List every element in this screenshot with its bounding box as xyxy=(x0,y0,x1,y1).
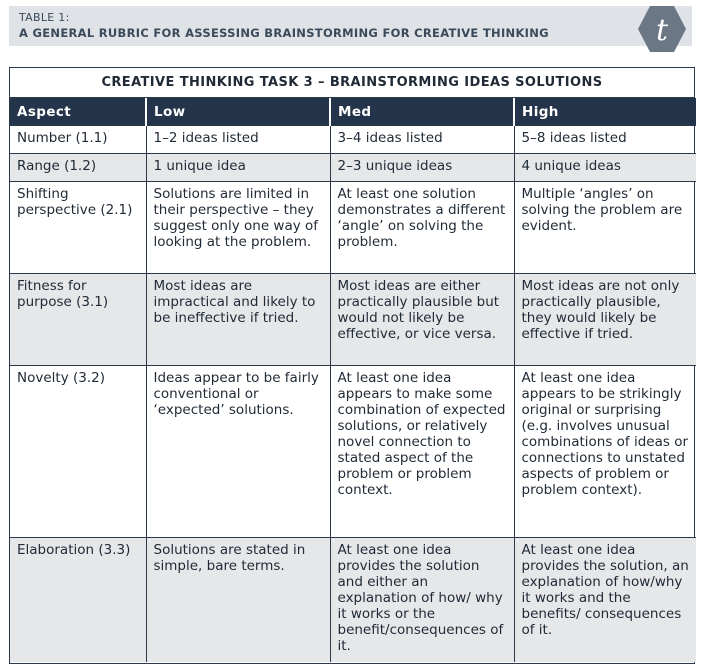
row-low: Ideas appear to be fairly conventional or ‘expected’ solutions. xyxy=(146,366,330,538)
table-row xyxy=(10,274,696,366)
row-high: Most ideas are not only practically plausible, they would likely be effective if tried. xyxy=(514,274,696,366)
row-low: 1–2 ideas listed xyxy=(146,126,330,154)
header-high: High xyxy=(514,98,696,126)
header-aspect: Aspect xyxy=(10,98,146,126)
logo-letter: t xyxy=(655,13,669,48)
row-med: At least one idea provides the solution and either an explanation of how/ why it works or the benefit/consequences of it. xyxy=(330,538,514,662)
row-aspect: Novelty (3.2) xyxy=(10,366,146,538)
table-row xyxy=(10,154,696,182)
table-row xyxy=(10,366,696,538)
row-med: At least one solution demonstrates a different ‘angle’ on solving the problem. xyxy=(330,182,514,274)
caption-title: A GENERAL RUBRIC FOR ASSESSING BRAINSTORMING FOR CREATIVE THINKING xyxy=(19,26,549,40)
row-aspect: Number (1.1) xyxy=(10,126,146,154)
table-row xyxy=(10,182,696,274)
row-low: Most ideas are impractical and likely to be ineffective if tried. xyxy=(146,274,330,366)
publisher-logo-icon xyxy=(636,4,688,54)
row-med: 3–4 ideas listed xyxy=(330,126,514,154)
row-high: Multiple ‘angles’ on solving the problem are evident. xyxy=(514,182,696,274)
header-row xyxy=(10,98,696,126)
rubric-grid xyxy=(10,98,696,662)
row-low: Solutions are limited in their perspective – they suggest only one way of looking at the problem. xyxy=(146,182,330,274)
row-high: 4 unique ideas xyxy=(514,154,696,182)
table-caption xyxy=(9,6,692,46)
caption-label: TABLE 1: xyxy=(19,11,70,24)
row-high: At least one idea provides the solution, an explanation of how/why it works and the benefits/ consequences of it. xyxy=(514,538,696,662)
row-med: At least one idea appears to make some combination of expected solutions, or relatively novel connection to stated aspect of the problem or problem context. xyxy=(330,366,514,538)
row-med: Most ideas are either practically plausible but would not likely be effective, or vice versa. xyxy=(330,274,514,366)
header-med: Med xyxy=(330,98,514,126)
header-low: Low xyxy=(146,98,330,126)
row-aspect: Fitness for purpose (3.1) xyxy=(10,274,146,366)
row-low: Solutions are stated in simple, bare terms. xyxy=(146,538,330,662)
row-aspect: Range (1.2) xyxy=(10,154,146,182)
table-row xyxy=(10,126,696,154)
row-high: 5–8 ideas listed xyxy=(514,126,696,154)
row-aspect: Elaboration (3.3) xyxy=(10,538,146,662)
row-high: At least one idea appears to be strikingly original or surprising (e.g. involves unusual combinations of ideas or connections to unstated aspects of problem or problem context). xyxy=(514,366,696,538)
row-med: 2–3 unique ideas xyxy=(330,154,514,182)
rubric-table xyxy=(9,67,695,664)
table-row xyxy=(10,538,696,662)
table-title: CREATIVE THINKING TASK 3 – BRAINSTORMING IDEAS SOLUTIONS xyxy=(10,68,694,98)
row-aspect: Shifting perspective (2.1) xyxy=(10,182,146,274)
row-low: 1 unique idea xyxy=(146,154,330,182)
